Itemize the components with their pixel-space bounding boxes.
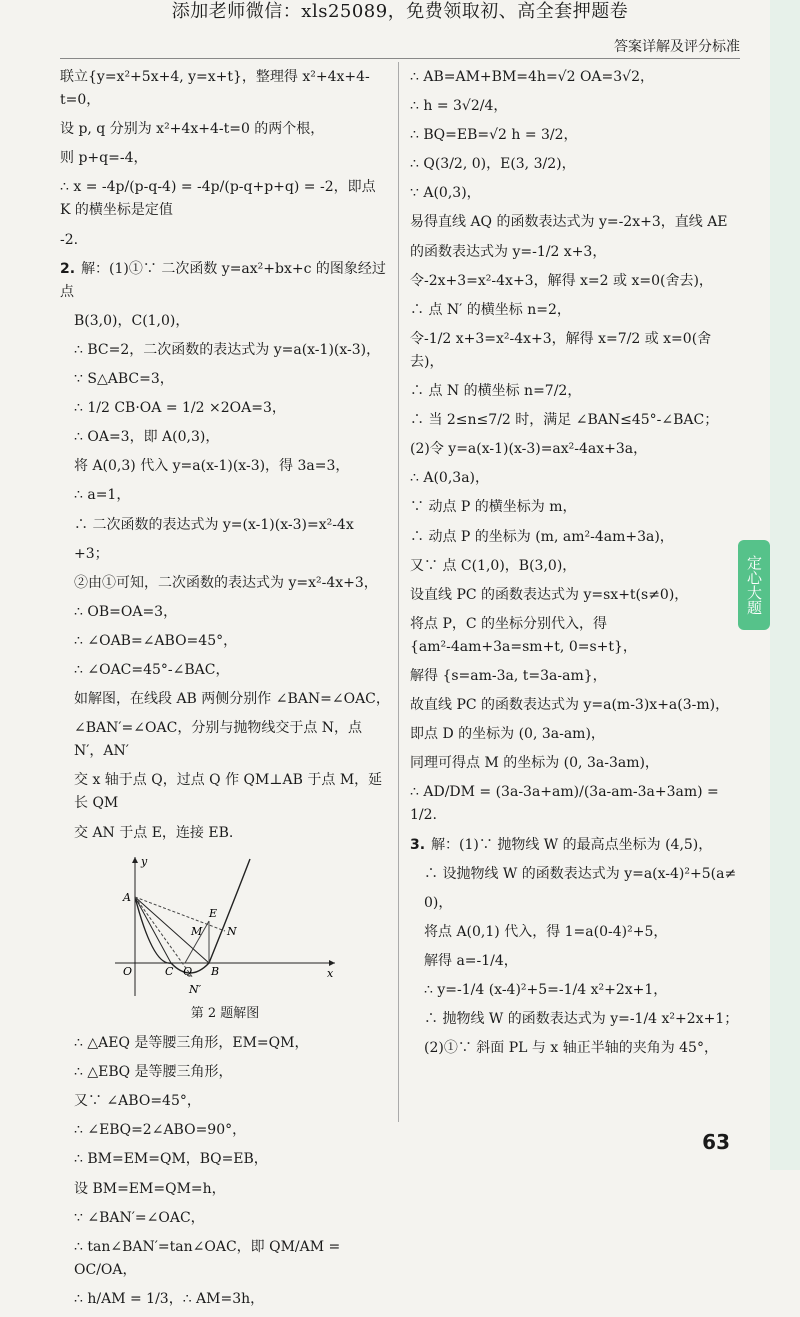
text-line: ∵ ∠BAN′=∠OAC， xyxy=(74,1209,205,1226)
text-line: ∴ x = -4p/(p-q-4) = -4p/(p-q+p+q) = -2，即点 K 的横坐标是定值 xyxy=(60,179,376,219)
left-column xyxy=(60,66,390,1317)
label-a: A xyxy=(123,890,131,904)
text-line: ∴ ∠OAC=45°-∠BAC， xyxy=(74,661,230,678)
question-2-start xyxy=(60,258,390,304)
text-line: ∵ A(0,3)， xyxy=(410,185,481,202)
text-line: 又∵ ∠ABO=45°， xyxy=(74,1093,201,1110)
text-line: ∴ y=-1/4 (x-4)²+5=-1/4 x²+2x+1， xyxy=(424,982,668,998)
right-column xyxy=(410,66,740,1066)
text-line: -2. xyxy=(60,231,79,248)
text-line: 易得直线 AQ 的函数表达式为 y=-2x+3，直线 AE xyxy=(410,214,728,231)
text-line: 同理可得点 M 的坐标为 (0, 3a-3am)， xyxy=(410,755,659,772)
text-line: ∴ 点 N 的横坐标 n=7/2， xyxy=(410,383,582,400)
text-line: ∴ AB=AM+BM=4h=√2 OA=3√2， xyxy=(410,69,655,85)
label-e: E xyxy=(209,906,218,920)
label-n-prime: N′ xyxy=(189,982,202,996)
text-line: ②由①可知，二次函数的表达式为 y=x²-4x+3， xyxy=(74,574,378,591)
text-line: ∴ 动点 P 的坐标为 (m, am²-4am+3a)， xyxy=(410,528,674,545)
text-line: 交 AN 于点 E，连接 EB. xyxy=(74,824,234,841)
figure-caption: 第 2 题解图 xyxy=(190,1005,260,1021)
text-line: 解得 {s=am-3a, t=3a-am}， xyxy=(410,667,607,684)
text-line: ∴ ∠OAB=∠ABO=45°， xyxy=(74,632,238,649)
text-line: ∴ 二次函数的表达式为 y=(x-1)(x-3)=x²-4x xyxy=(74,516,354,533)
text-line: ∴ 1/2 CB·OA = 1/2 ×2OA=3， xyxy=(74,400,286,417)
text-line: 解：(1)∵ 抛物线 W 的最高点坐标为 (4,5)， xyxy=(431,836,713,853)
text-line: ∴ AD/DM = (3a-3a+am)/(3a-am-3a+3am) = 1/2. xyxy=(410,784,719,824)
label-o: O xyxy=(123,964,133,978)
text-line: ∴ h/AM = 1/3，∴ AM=3h， xyxy=(74,1290,265,1307)
text-line: ∴ BM=EM=QM，BQ=EB， xyxy=(74,1151,268,1168)
segment-ac xyxy=(135,897,171,963)
label-x: x xyxy=(327,966,334,980)
text-line: ∴ △AEQ 是等腰三角形，EM=QM， xyxy=(74,1035,309,1052)
label-c: C xyxy=(165,964,174,978)
top-banner: 添加老师微信：xls25089，免费领取初、高全套押题卷 xyxy=(171,1,629,22)
text-line: ∠BAN′=∠OAC，分别与抛物线交于点 N，点 N′，AN′ xyxy=(74,720,363,760)
text-line: 将点 P，C 的坐标分别代入，得 {am²-4am+3a=sm+t, 0=s+t}， xyxy=(410,615,637,655)
text-line: 如解图，在线段 AB 两侧分别作 ∠BAN=∠OAC， xyxy=(74,691,390,708)
text-line: ∴ 点 N′ 的横坐标 n=2， xyxy=(410,301,571,318)
text-line: ∴ ∠EBQ=2∠ABO=90°， xyxy=(74,1122,247,1139)
text-line: 令-1/2 x+3=x²-4x+3，解得 x=7/2 或 x=0(舍去)， xyxy=(410,330,712,370)
text-line: 令-2x+3=x²-4x+3，解得 x=2 或 x=0(舍去)， xyxy=(410,272,713,289)
text-line: ∴ a=1， xyxy=(74,487,131,504)
text-line: 联立{y=x²+5x+4, y=x+t}，整理得 x²+4x+4-t=0， xyxy=(60,69,370,109)
text-line: ∴ OB=OA=3， xyxy=(74,603,178,620)
column-divider xyxy=(398,62,399,1122)
parabola-curve xyxy=(135,859,250,973)
text-line: 则 p+q=-4， xyxy=(60,150,148,167)
page-number: 63 xyxy=(702,1130,730,1154)
label-n: N xyxy=(227,924,237,938)
solution-figure xyxy=(105,851,345,1001)
text-line: 将点 A(0,1) 代入，得 1=a(0-4)²+5， xyxy=(424,923,668,940)
question-number: 2. xyxy=(60,260,76,277)
label-y: y xyxy=(141,854,148,868)
text-line: ∴ △EBQ 是等腰三角形， xyxy=(74,1064,233,1081)
page-edge-decoration xyxy=(770,0,800,1170)
question-3-start xyxy=(410,834,740,857)
text-line: ∴ 设抛物线 W 的函数表达式为 y=a(x-4)²+5(a≠ xyxy=(424,865,737,882)
text-line: 交 x 轴于点 Q，过点 Q 作 QM⊥AB 于点 M，延长 QM xyxy=(74,772,383,812)
text-line: ∴ OA=3，即 A(0,3)， xyxy=(74,429,220,446)
section-tab: 定心大题 xyxy=(738,540,770,630)
text-line: ∴ 抛物线 W 的函数表达式为 y=-1/4 x²+2x+1； xyxy=(424,1011,739,1028)
text-line: ∴ tan∠BAN′=tan∠OAC，即 QM/AM = OC/OA， xyxy=(74,1238,341,1278)
text-line: +3； xyxy=(74,545,109,562)
text-line: ∴ h = 3√2/4， xyxy=(410,98,508,115)
text-line: 将 A(0,3) 代入 y=a(x-1)(x-3)，得 3a=3， xyxy=(74,458,350,475)
text-line: ∴ Q(3/2, 0)，E(3, 3/2)， xyxy=(410,156,576,173)
label-m: M xyxy=(191,924,203,938)
text-line: ∴ BC=2，二次函数的表达式为 y=a(x-1)(x-3)， xyxy=(74,341,381,358)
y-axis-arrow xyxy=(132,857,138,863)
text-line: (2)令 y=a(x-1)(x-3)=ax²-4ax+3a， xyxy=(410,441,648,458)
text-line: ∵ S△ABC=3， xyxy=(74,371,174,388)
text-line: 设 p, q 分别为 x²+4x+4-t=0 的两个根， xyxy=(60,121,325,138)
label-q: Q xyxy=(183,964,193,978)
text-line: 设直线 PC 的函数表达式为 y=sx+t(s≠0)， xyxy=(410,586,689,603)
text-line: (2)①∵ 斜面 PL 与 x 轴正半轴的夹角为 45°， xyxy=(424,1040,718,1057)
question-number: 3. xyxy=(410,836,426,853)
text-line: 又∵ 点 C(1,0)，B(3,0)， xyxy=(410,557,577,574)
text-line: 故直线 PC 的函数表达式为 y=a(m-3)x+a(3-m)， xyxy=(410,697,730,714)
text-line: ∴ A(0,3a)， xyxy=(410,470,490,487)
label-b: B xyxy=(211,964,220,978)
text-line: ∴ BQ=EB=√2 h = 3/2， xyxy=(410,127,578,144)
header-divider xyxy=(60,58,740,59)
text-line: 解得 a=-1/4， xyxy=(424,952,518,969)
x-axis-arrow xyxy=(329,960,335,966)
text-line: 解：(1)①∵ 二次函数 y=ax²+bx+c 的图象经过点 xyxy=(60,260,386,300)
text-line: 的函数表达式为 y=-1/2 x+3， xyxy=(410,243,607,260)
text-line: B(3,0)，C(1,0)， xyxy=(74,312,190,329)
page-header: 答案详解及评分标准 xyxy=(614,39,740,55)
text-line: ∵ 动点 P 的横坐标为 m， xyxy=(410,499,577,516)
text-line: ∴ 当 2≤n≤7/2 时，满足 ∠BAN≤45°-∠BAC； xyxy=(410,412,719,429)
text-line: 即点 D 的坐标为 (0, 3a-am)， xyxy=(410,726,605,743)
text-line: 设 BM=EM=QM=h， xyxy=(74,1180,226,1197)
text-line: 0)， xyxy=(424,894,453,911)
